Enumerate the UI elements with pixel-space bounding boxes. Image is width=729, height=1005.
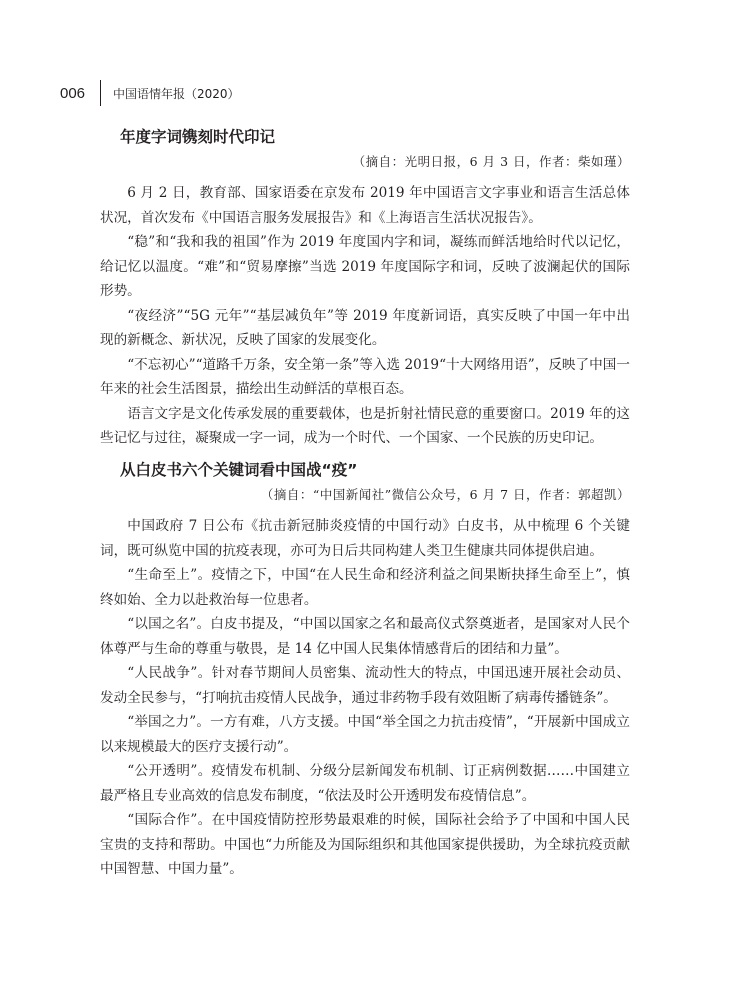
paragraph: “稳”和“我和我的祖国”作为 2019 年度国内字和词，凝练而鲜活地给时代以记忆，给记忆以温度。“难”和“贸易摩擦”当选 2019 年度国际字和词，反映了波澜起伏的国际形势。: [100, 234, 630, 299]
paragraph: “生命至上”。疫情之下，中国“在人民生命和经济利益之间果断抉择生命至上”，慎终如始、全力以赴救治每一位患者。: [100, 567, 630, 608]
paragraph: “不忘初心”“道路千万条，安全第一条”等入选 2019“十大网络用语”，反映了中国一年来的社会生活图景，描绘出生动鲜活的草根百态。: [100, 356, 630, 397]
article-source: （摘自：光明日报，6 月 3 日，作者：柴如瑾）: [352, 154, 630, 169]
article-title: 年度字词镌刻时代印记: [120, 128, 276, 146]
page-number: 006: [60, 84, 86, 102]
paragraph: “夜经济”“5G 元年”“基层减负年”等 2019 年度新词语，真实反映了中国一年中出现的新概念、新状况，反映了国家的发展变化。: [100, 307, 630, 348]
paragraph: “举国之力”。一方有难，八方支援。中国“举全国之力抗击疫情”，“开展新中国成立以来规模最大的医疗支援行动”。: [100, 714, 630, 755]
paragraph: “人民战争”。针对春节期间人员密集、流动性大的特点，中国迅速开展社会动员、发动全民参与，“打响抗击疫情人民战争，通过非药物手段有效阻断了病毒传播链条”。: [100, 665, 630, 706]
article-1: [100, 125, 630, 451]
article-2: [100, 458, 630, 882]
running-title: 中国语情年报（2020）: [113, 86, 240, 101]
paragraph: 中国政府 7 日公布《抗击新冠肺炎疫情的中国行动》白皮书，从中梳理 6 个关键词，既可纵览中国的抗疫表现，亦可为日后共同构建人类卫生健康共同体提供启迪。: [100, 518, 630, 559]
paragraph: 6 月 2 日，教育部、国家语委在京发布 2019 年中国语言文字事业和语言生活总体状况，首次发布《中国语言服务发展报告》和《上海语言生活状况报告》。: [100, 185, 630, 226]
paragraph: “公开透明”。疫情发布机制、分级分层新闻发布机制、订正病例数据……中国建立最严格且专业高效的信息发布制度，“依法及时公开透明发布疫情信息”。: [100, 763, 630, 804]
paragraph: 语言文字是文化传承发展的重要载体，也是折射社情民意的重要窗口。2019 年的这些记忆与过往，凝聚成一字一词，成为一个时代、一个国家、一个民族的历史印记。: [100, 405, 630, 446]
paragraph: “以国之名”。白皮书提及，“中国以国家之名和最高仪式祭奠逝者，是国家对人民个体尊严与生命的尊重与敬畏，是 14 亿中国人民集体情感背后的团结和力量”。: [100, 616, 630, 657]
page-header: [60, 80, 240, 106]
paragraph: “国际合作”。在中国疫情防控形势最艰难的时候，国际社会给予了中国和中国人民宝贵的支持和帮助。中国也“力所能及为国际组织和其他国家提供援助，为全球抗疫贡献中国智慧、中国力量”。: [100, 812, 630, 877]
article-source: （摘自：“中国新闻社”微信公众号，6 月 7 日，作者：郭超凯）: [260, 487, 630, 502]
header-divider: [100, 80, 101, 106]
article-title: 从白皮书六个关键词看中国战“疫”: [120, 461, 358, 479]
